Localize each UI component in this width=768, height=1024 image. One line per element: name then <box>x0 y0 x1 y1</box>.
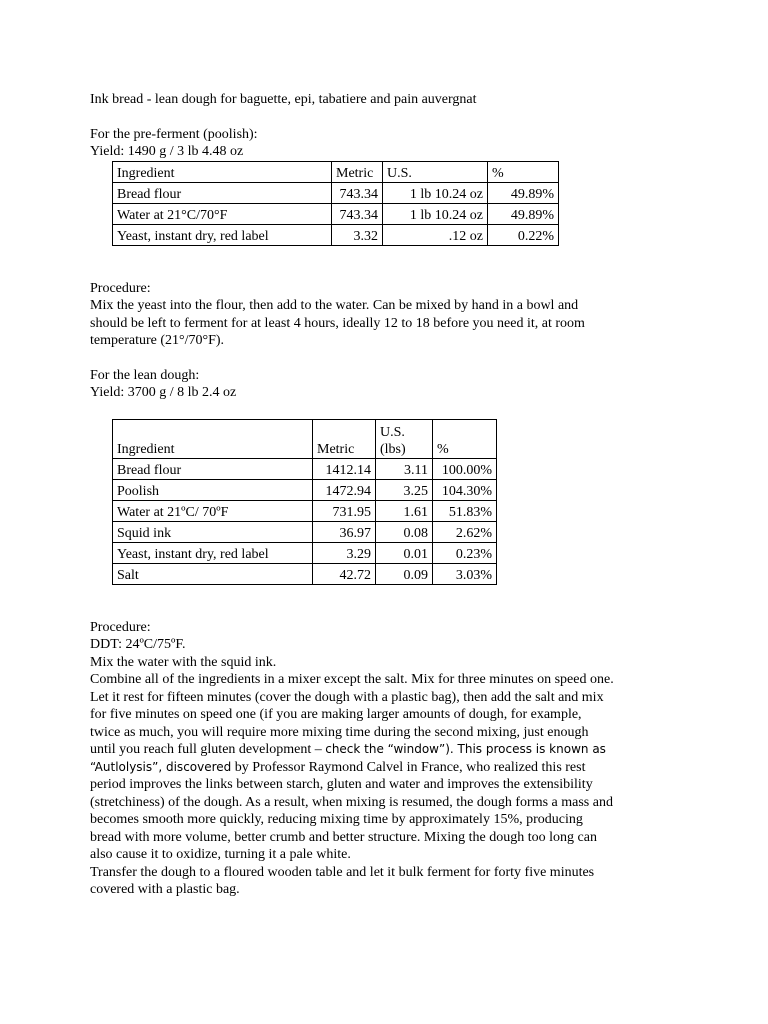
table-row <box>113 203 559 224</box>
table-row <box>113 182 559 203</box>
procedure-line: covered with a plastic bag. <box>90 882 240 897</box>
procedure-line: also cause it to oxidize, turning it a pale white. <box>90 847 351 862</box>
cell-percent: 49.89% <box>488 182 559 203</box>
document-title: Ink bread - lean dough for baguette, epi, tabatiere and pain auvergnat <box>90 92 477 107</box>
cell-percent: 3.03% <box>433 563 497 584</box>
cell-ingredient: Bread flour <box>113 182 332 203</box>
header-us: U.S. <box>383 161 488 182</box>
cell-metric: 3.32 <box>332 224 383 245</box>
procedure-line: period improves the links between starch, gluten and water and improves the extensibility <box>90 777 593 792</box>
table-row <box>113 479 497 500</box>
cell-us: 1.61 <box>376 500 433 521</box>
cell-percent: 49.89% <box>488 203 559 224</box>
table-row <box>113 224 559 245</box>
cell-metric: 731.95 <box>313 500 376 521</box>
cell-percent: 100.00% <box>433 458 497 479</box>
header-ingredient: Ingredient <box>113 419 313 458</box>
procedure-line: Combine all of the ingredients in a mixer except the salt. Mix for three minutes on speed one. <box>90 672 614 687</box>
cell-us: .12 oz <box>383 224 488 245</box>
cell-ingredient: Bread flour <box>113 458 313 479</box>
cell-metric: 743.34 <box>332 182 383 203</box>
cell-ingredient: Salt <box>113 563 313 584</box>
preferment-yield: Yield: 1490 g / 3 lb 4.48 oz <box>90 144 244 159</box>
procedure-line-rest: by Professor Raymond Calvel in France, who realized this rest <box>231 759 586 775</box>
cell-metric: 1472.94 <box>313 479 376 500</box>
table-row <box>113 500 497 521</box>
header-us <box>376 419 433 458</box>
ddt-line: DDT: 24ºC/75ºF. <box>90 637 186 652</box>
preferment-procedure-heading: Procedure: <box>90 280 151 296</box>
procedure-line <box>90 759 690 777</box>
header-percent: % <box>488 161 559 182</box>
procedure-line: twice as much, you will require more mixing time during the second mixing, just enough <box>90 724 589 740</box>
header-percent: % <box>433 419 497 458</box>
cell-us: 0.09 <box>376 563 433 584</box>
cell-us: 0.08 <box>376 521 433 542</box>
header-ingredient: Ingredient <box>113 161 332 182</box>
table-row <box>113 563 497 584</box>
procedure-line: for five minutes on speed one (if you are making larger amounts of dough, for example, <box>90 707 582 722</box>
cell-percent: 0.23% <box>433 542 497 563</box>
table-row <box>113 458 497 479</box>
cell-ingredient: Water at 21°C/70°F <box>113 203 332 224</box>
procedure-line: should be left to ferment for at least 4 hours, ideally 12 to 18 before you need it, at room <box>90 315 585 331</box>
procedure-line: becomes smooth more quickly, reducing mixing time by approximately 15%, producing <box>90 812 583 827</box>
cell-ingredient: Squid ink <box>113 521 313 542</box>
document-page <box>90 91 690 899</box>
cell-metric: 42.72 <box>313 563 376 584</box>
cell-percent: 51.83% <box>433 500 497 521</box>
cell-us: 3.25 <box>376 479 433 500</box>
cell-ingredient: Yeast, instant dry, red label <box>113 224 332 245</box>
cell-percent: 0.22% <box>488 224 559 245</box>
procedure-line: Mix the yeast into the flour, then add to the water. Can be mixed by hand in a bowl and <box>90 298 579 313</box>
header-metric: Metric <box>313 419 376 458</box>
cell-ingredient: Yeast, instant dry, red label <box>113 542 313 563</box>
lean-heading: For the lean dough: <box>90 367 200 383</box>
cell-us: 1 lb 10.24 oz <box>383 203 488 224</box>
header-us-line2: (lbs) <box>380 441 406 457</box>
cell-percent: 2.62% <box>433 521 497 542</box>
procedure-line-head: “Autlolysis”, discovered <box>90 759 232 774</box>
table-header-row <box>113 419 497 458</box>
preferment-heading: For the pre-ferment (poolish): <box>90 126 258 142</box>
preferment-table <box>112 161 559 246</box>
table-row <box>113 542 497 563</box>
cell-us: 1 lb 10.24 oz <box>383 182 488 203</box>
cell-us: 3.11 <box>376 458 433 479</box>
lean-dough-table <box>112 419 497 585</box>
cell-metric: 743.34 <box>332 203 383 224</box>
header-us-line1: U.S. <box>380 424 405 440</box>
procedure-line: Mix the water with the squid ink. <box>90 654 277 670</box>
cell-percent: 104.30% <box>433 479 497 500</box>
procedure-line-head: until you reach full gluten development – <box>90 742 326 757</box>
procedure-line-tail: check the “window”). This process is known as <box>325 742 606 756</box>
procedure-line: (stretchiness) of the dough. As a result, when mixing is resumed, the dough forms a mass and <box>90 794 613 810</box>
procedure-line: temperature (21°/70°F). <box>90 333 225 348</box>
cell-metric: 36.97 <box>313 521 376 542</box>
cell-ingredient: Poolish <box>113 479 313 500</box>
procedure-line: Let it rest for fifteen minutes (cover the dough with a plastic bag), then add the salt and mix <box>90 689 604 705</box>
cell-metric: 1412.14 <box>313 458 376 479</box>
header-metric: Metric <box>332 161 383 182</box>
lean-yield: Yield: 3700 g / 8 lb 2.4 oz <box>90 385 237 400</box>
procedure-line: Transfer the dough to a floured wooden table and let it bulk ferment for forty five minutes <box>90 864 595 880</box>
lean-procedure-heading: Procedure: <box>90 619 151 635</box>
procedure-line: bread with more volume, better crumb and better structure. Mixing the dough too long can <box>90 829 597 845</box>
table-header-row <box>113 161 559 182</box>
procedure-line <box>90 741 690 759</box>
table-row <box>113 521 497 542</box>
cell-us: 0.01 <box>376 542 433 563</box>
cell-metric: 3.29 <box>313 542 376 563</box>
cell-ingredient: Water at 21ºC/ 70ºF <box>113 500 313 521</box>
